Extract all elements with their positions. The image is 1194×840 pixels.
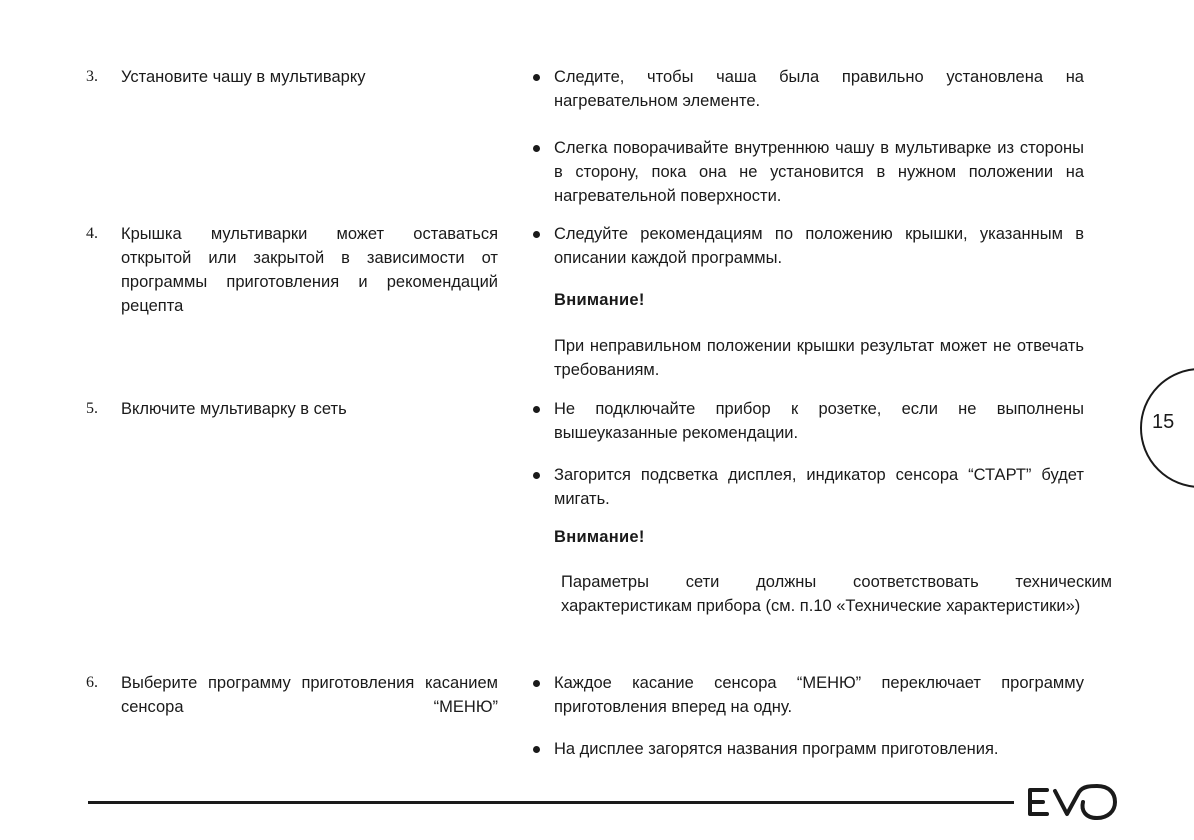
warning-text: При неправильном положении крышки результат может не отвечать требованиям. [554,337,1084,379]
list-item: Каждое касание сенсора “МЕНЮ” переключает программу приготовления вперед на одну. [554,671,1084,719]
list-item: На дисплее загорятся названия программ приготовления. [554,737,1084,761]
evo-logo-icon [1025,784,1119,827]
list-item: Следите, чтобы чаша была правильно установлена на нагревательном элементе. [554,65,1084,113]
step-number: 3. [86,68,98,85]
step-text: Установите чашу в мультиварку [121,68,366,86]
warning-title: Внимание! [554,291,645,309]
list-item: Не подключайте прибор к розетке, если не выполнены вышеуказанные рекомендации. [554,397,1084,445]
step-text: Включите мультиварку в сеть [121,400,347,418]
list-item: Слегка поворачивайте внутреннюю чашу в мультиварке из стороны в сторону, пока она не установится в нужном положении на нагревательной поверхности. [554,136,1084,208]
step-text: Крышка мультиварки может оставаться открытой или закрытой в зависимости от программы приготовления и рекомендаций рецепта [121,225,498,315]
list-item: Следуйте рекомендациям по положению крышки, указанным в описании каждой программы. [554,222,1084,270]
step-number: 4. [86,225,98,242]
step-text: Выберите программу приготовления касанием сенсора “МЕНЮ” [121,674,498,716]
warning-text: Параметры сети должны соответствовать техническим характеристикам прибора (см. п.10 «Технические характеристики») [561,573,1112,615]
warning-title: Внимание! [554,528,645,546]
list-item: Загорится подсветка дисплея, индикатор сенсора “СТАРТ” будет мигать. [554,463,1084,511]
step-number: 6. [86,674,98,691]
step-number: 5. [86,400,98,417]
footer-rule [88,801,1014,804]
page-number: 15 [1152,411,1175,433]
